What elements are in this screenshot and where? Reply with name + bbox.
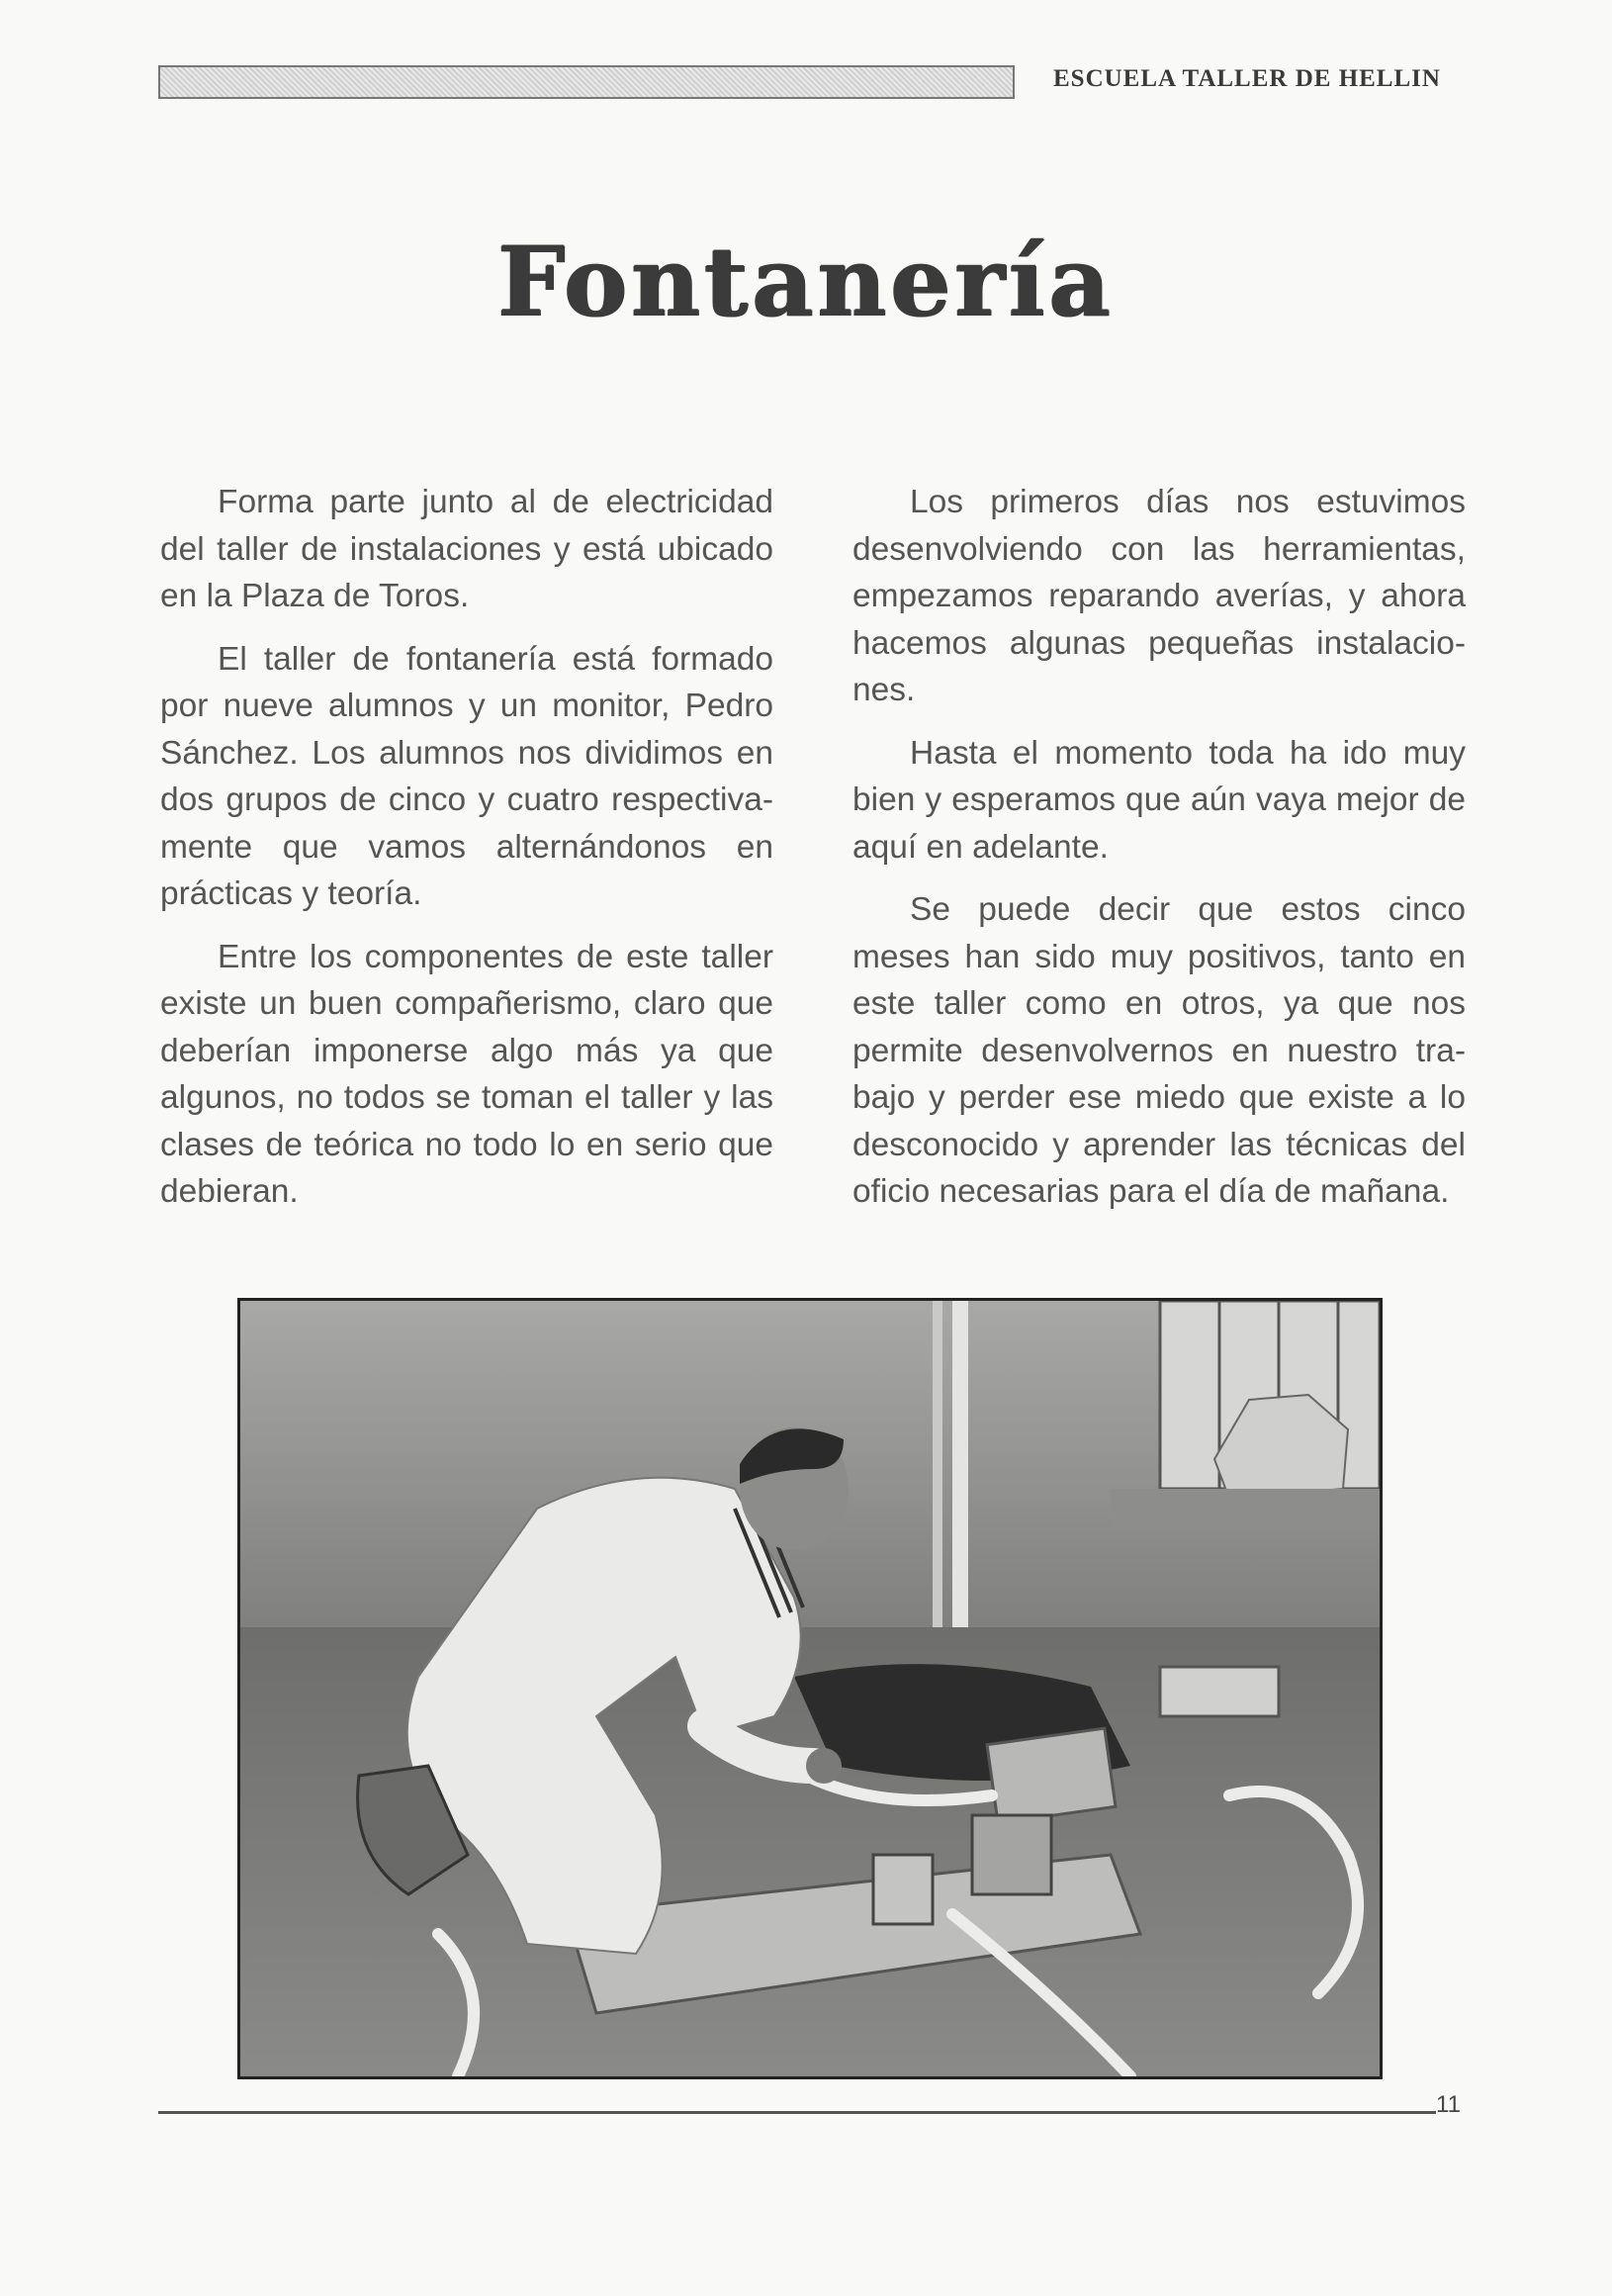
page-title: Fontanería <box>497 226 1115 337</box>
paragraph: El taller de fontanería está formado por nueve alumnos y un monitor, Pedro Sánchez. Los alumnos nos dividimos en dos grupos de cinco y cuatro respectivamente que vamos alternándonos en prácticas y teoría. <box>160 640 773 912</box>
text-column-left <box>160 479 773 1232</box>
photo-illustration <box>240 1301 1380 2076</box>
paragraph: Forma parte junto al de electricidad del taller de instalaciones y está ubicado en la Plaza de Toros. <box>160 484 773 614</box>
footer-rule <box>158 2111 1436 2114</box>
photo-plumber-working <box>237 1298 1383 2079</box>
header-rule-bar <box>158 65 1015 99</box>
paragraph: Entre los componentes de este taller existe un buen compañerismo, claro que deberían imponerse algo más ya que algunos, no todos se toman el taller y las clases de teórica no todo lo en serio que debieran. <box>160 938 773 1210</box>
paragraph: Los primeros días nos estuvimos desenvolviendo con las herramientas, empezamos reparando averías, y ahora hacemos algunas pequeñas instalaciones. <box>852 484 1466 708</box>
paragraph: Se puede decir que estos cinco meses han sido muy positivos, tanto en este taller como en otros, ya que nos permite desenvolvernos en nuestro trabajo y perder ese miedo que existe a lo desconocido y aprender las técnicas del oficio necesarias para el día de mañana. <box>852 891 1466 1210</box>
header-title: ESCUELA TALLER DE HELLIN <box>1053 65 1441 92</box>
paragraph: Hasta el momento toda ha ido muy bien y esperamos que aún vaya mejor de aquí en adelante. <box>852 734 1466 866</box>
page-number: 11 <box>1436 2091 1461 2118</box>
text-column-right <box>852 479 1466 1232</box>
